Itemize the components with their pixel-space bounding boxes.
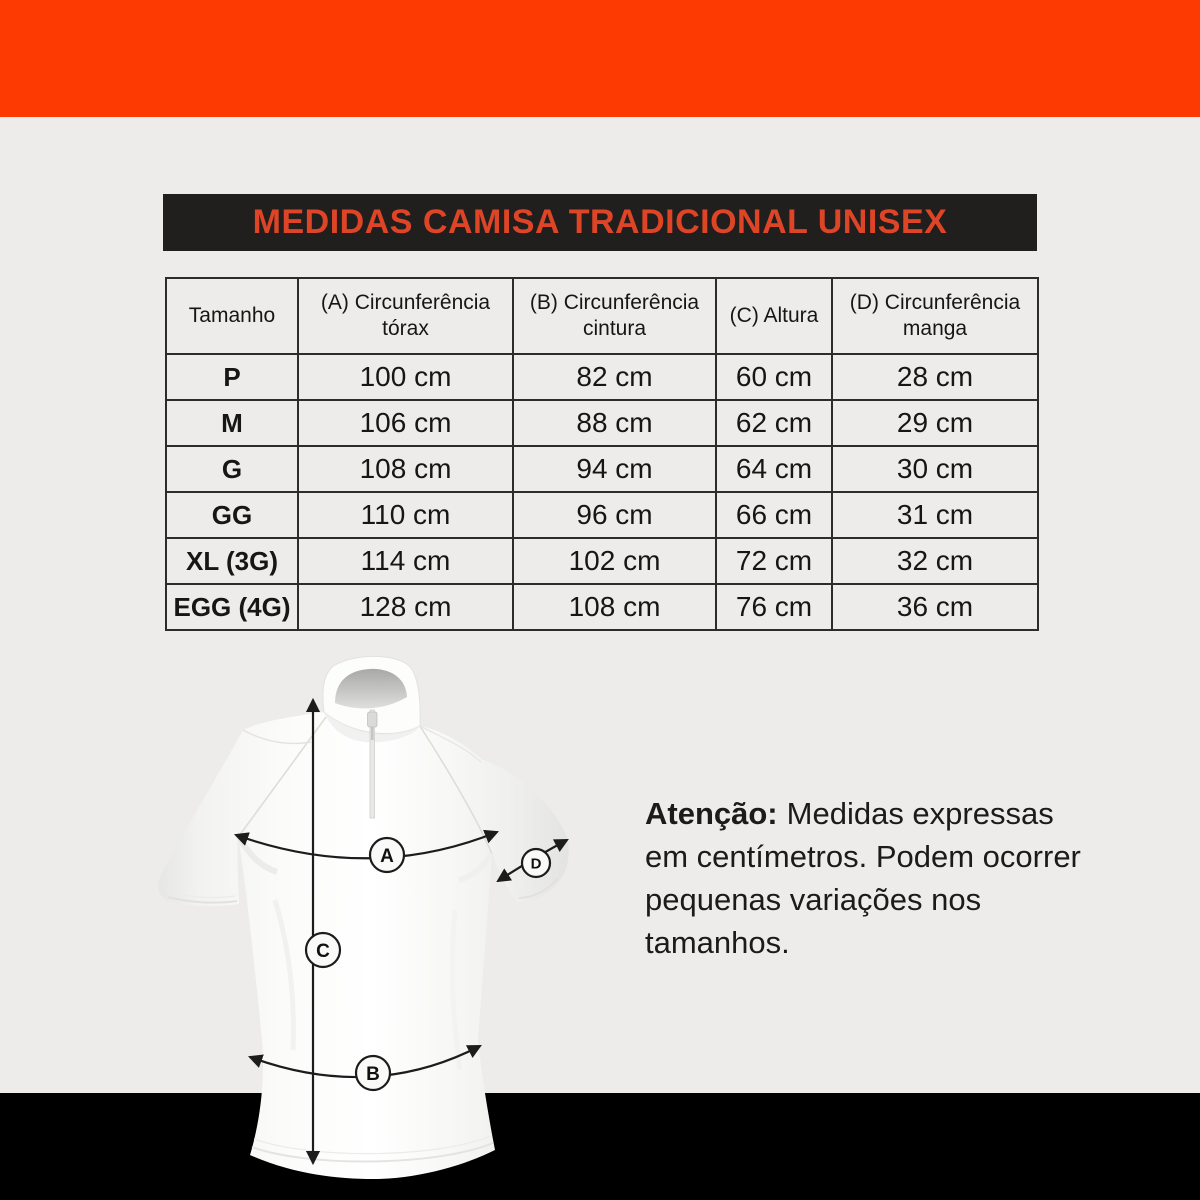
column-header: (A) Circunferência tórax	[298, 278, 513, 354]
value-cell: 108 cm	[298, 446, 513, 492]
top-accent-bar	[0, 0, 1200, 117]
size-cell: G	[166, 446, 298, 492]
size-cell: XL (3G)	[166, 538, 298, 584]
value-cell: 28 cm	[832, 354, 1038, 400]
value-cell: 31 cm	[832, 492, 1038, 538]
value-cell: 114 cm	[298, 538, 513, 584]
page-title: MEDIDAS CAMISA TRADICIONAL UNISEX	[252, 203, 948, 241]
value-cell: 110 cm	[298, 492, 513, 538]
size-cell: M	[166, 400, 298, 446]
size-cell: GG	[166, 492, 298, 538]
size-chart-header-row	[166, 278, 1038, 354]
size-cell: EGG (4G)	[166, 584, 298, 630]
value-cell: 96 cm	[513, 492, 716, 538]
svg-text:C: C	[316, 941, 330, 962]
note-line-1-text: Medidas expressas	[786, 796, 1054, 831]
size-chart-table	[165, 277, 1039, 631]
table-row	[166, 492, 1038, 538]
note-line-1	[645, 792, 1115, 835]
badge-c	[306, 933, 340, 967]
value-cell: 128 cm	[298, 584, 513, 630]
attention-note	[645, 792, 1115, 964]
value-cell: 106 cm	[298, 400, 513, 446]
value-cell: 32 cm	[832, 538, 1038, 584]
shirt-measurement-diagram	[115, 650, 635, 1190]
value-cell: 94 cm	[513, 446, 716, 492]
size-cell: P	[166, 354, 298, 400]
value-cell: 30 cm	[832, 446, 1038, 492]
badge-b	[356, 1056, 390, 1090]
table-row	[166, 354, 1038, 400]
value-cell: 88 cm	[513, 400, 716, 446]
svg-text:B: B	[366, 1064, 380, 1085]
badge-a	[370, 838, 404, 872]
value-cell: 100 cm	[298, 354, 513, 400]
column-header: (B) Circunferência cintura	[513, 278, 716, 354]
value-cell: 60 cm	[716, 354, 832, 400]
table-row	[166, 538, 1038, 584]
value-cell: 64 cm	[716, 446, 832, 492]
note-line-2: em centímetros. Podem ocorrer	[645, 839, 1081, 874]
note-line-3: pequenas variações nos tamanhos.	[645, 882, 982, 960]
column-header: (C) Altura	[716, 278, 832, 354]
value-cell: 36 cm	[832, 584, 1038, 630]
value-cell: 102 cm	[513, 538, 716, 584]
svg-text:D: D	[530, 855, 542, 873]
value-cell: 108 cm	[513, 584, 716, 630]
badge-d	[522, 849, 550, 877]
value-cell: 72 cm	[716, 538, 832, 584]
value-cell: 82 cm	[513, 354, 716, 400]
note-intro: Atenção:	[645, 796, 778, 831]
value-cell: 66 cm	[716, 492, 832, 538]
svg-text:A: A	[380, 846, 394, 867]
size-chart-body	[166, 354, 1038, 630]
column-header: Tamanho	[166, 278, 298, 354]
column-header: (D) Circunferência manga	[832, 278, 1038, 354]
table-row	[166, 584, 1038, 630]
table-row	[166, 446, 1038, 492]
shirt-body	[158, 712, 568, 1179]
title-banner	[163, 194, 1037, 251]
value-cell: 76 cm	[716, 584, 832, 630]
table-row	[166, 400, 1038, 446]
value-cell: 29 cm	[832, 400, 1038, 446]
value-cell: 62 cm	[716, 400, 832, 446]
